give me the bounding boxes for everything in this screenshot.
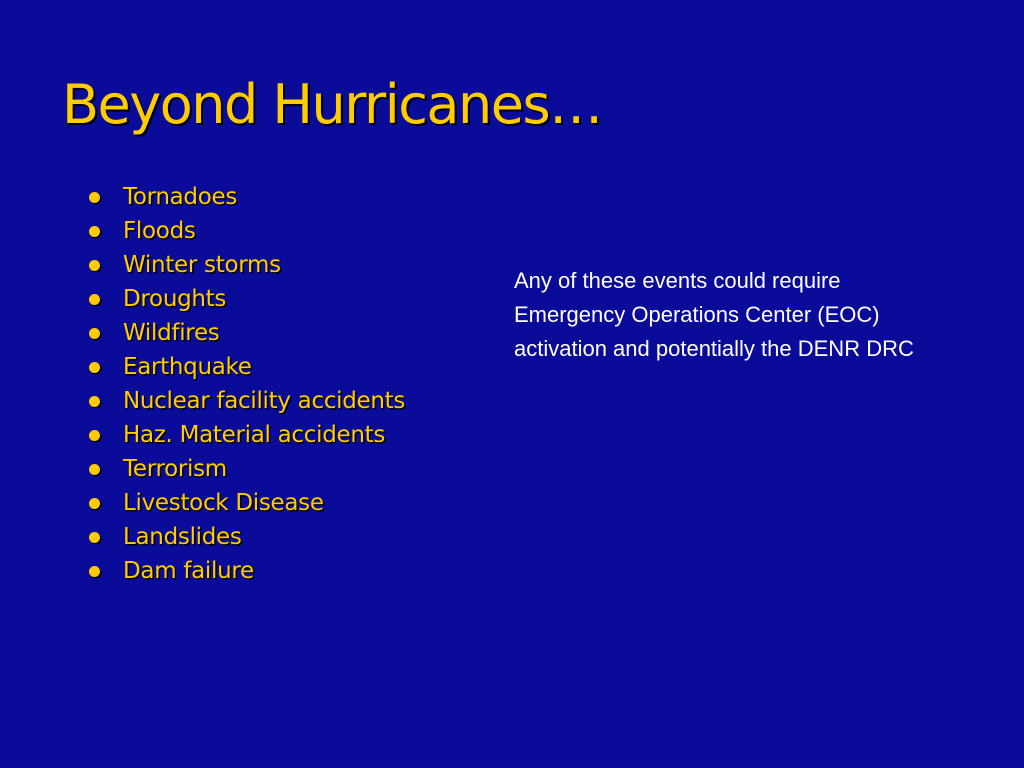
list-item [86,350,405,384]
bullet-dot-icon [89,430,100,441]
side-note: Any of these events could require Emergency Operations Center (EOC) activation and potentially the DENR DRC [514,268,914,361]
list-item [86,282,405,316]
list-item [86,248,405,282]
bullet-dot-icon [89,192,100,203]
list-item [86,214,405,248]
bullet-text: Dam failure [123,558,254,584]
bullet-dot-icon [89,328,100,339]
bullet-dot-icon [89,226,100,237]
bullet-dot-icon [89,464,100,475]
bullet-text: Earthquake [123,354,252,380]
list-item [86,554,405,588]
slide-title: Beyond Hurricanes… [62,73,602,136]
list-item [86,520,405,554]
list-item [86,486,405,520]
bullet-text: Wildfires [123,320,220,346]
bullet-dot-icon [89,294,100,305]
bullet-dot-icon [89,498,100,509]
bullet-text: Winter storms [123,252,281,278]
bullet-dot-icon [89,396,100,407]
bullet-dot-icon [89,566,100,577]
bullet-text: Droughts [123,286,227,312]
bullet-dot-icon [89,260,100,271]
list-item [86,180,405,214]
list-item [86,452,405,486]
bullet-dot-icon [89,362,100,373]
bullet-dot-icon [89,532,100,543]
bullet-text: Haz. Material accidents [123,422,386,448]
list-item [86,384,405,418]
bullet-list [86,180,405,588]
bullet-text: Nuclear facility accidents [123,388,406,414]
bullet-text: Floods [123,218,196,244]
bullet-text: Terrorism [123,456,227,482]
bullet-text: Tornadoes [123,184,238,210]
bullet-text: Landslides [123,524,242,550]
list-item [86,316,405,350]
list-item [86,418,405,452]
bullet-text: Livestock Disease [123,490,324,516]
